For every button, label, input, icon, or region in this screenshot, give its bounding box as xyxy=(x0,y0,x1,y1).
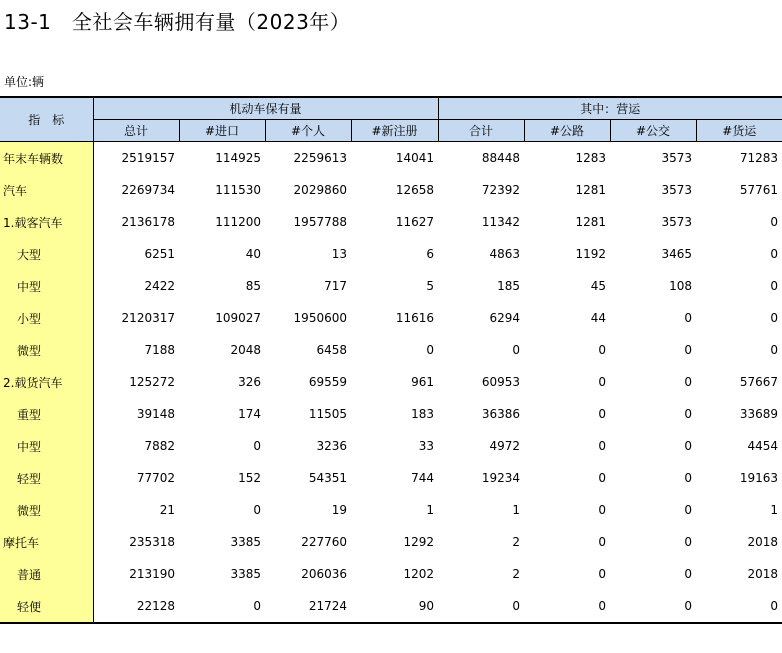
table-cell: 2 xyxy=(512,535,521,549)
table-cell: 0 xyxy=(770,311,779,325)
table-row xyxy=(0,206,782,238)
table-cell: 125272 xyxy=(129,375,175,389)
table-cell: 0 xyxy=(684,375,693,389)
table-cell: 0 xyxy=(512,343,521,357)
page-title: 13-1 全社会车辆拥有量（2023年） xyxy=(4,10,351,34)
row-label: 轻型 xyxy=(0,462,93,494)
table-cell: 11505 xyxy=(308,407,347,421)
table-cell: 3573 xyxy=(661,151,693,165)
table-cell: 2029860 xyxy=(293,183,347,197)
table-cell: 1950600 xyxy=(293,311,347,325)
table-cell: 0 xyxy=(598,375,607,389)
table-cell: 14041 xyxy=(395,151,435,165)
column-header: #个人 xyxy=(265,120,351,142)
row-label: 2.载货汽车 xyxy=(0,366,93,398)
table-cell: 1281 xyxy=(575,215,607,229)
table-row xyxy=(0,238,782,270)
table-cell: 0 xyxy=(426,343,435,357)
table-cell: 744 xyxy=(411,471,435,485)
row-label: 年末车辆数 xyxy=(0,142,93,175)
table-cell: 108 xyxy=(669,279,693,293)
table-cell: 0 xyxy=(610,590,696,623)
table-cell: 11616 xyxy=(395,311,435,325)
group-header-motor-vehicles: 机动车保有量 xyxy=(93,97,438,120)
table-cell: 2519157 xyxy=(121,151,175,165)
table-cell: 85 xyxy=(245,279,261,293)
table-row xyxy=(0,558,782,590)
table-cell: 185 xyxy=(497,279,521,293)
table-cell: 33 xyxy=(418,439,435,453)
table-cell: 22128 xyxy=(93,590,179,623)
table-cell: 0 xyxy=(598,407,607,421)
table-cell: 2269734 xyxy=(121,183,175,197)
row-label: 小型 xyxy=(0,302,93,334)
table-cell: 0 xyxy=(598,471,607,485)
table-cell: 1 xyxy=(512,503,521,517)
column-header: #进口 xyxy=(179,120,265,142)
table-cell: 90 xyxy=(351,590,438,623)
table-row xyxy=(0,142,782,175)
table-row xyxy=(0,270,782,302)
table-cell: 3573 xyxy=(661,215,693,229)
row-label: 1.载客汽车 xyxy=(0,206,93,238)
table-cell: 326 xyxy=(238,375,261,389)
table-cell: 3385 xyxy=(230,567,261,581)
table-cell: 0 xyxy=(684,311,693,325)
table-cell: 2018 xyxy=(747,535,779,549)
table-cell: 45 xyxy=(590,279,607,293)
table-cell: 0 xyxy=(684,471,693,485)
row-label: 中型 xyxy=(0,270,93,302)
table-cell: 111530 xyxy=(215,183,261,197)
table-cell: 4972 xyxy=(489,439,521,453)
table-cell: 3465 xyxy=(661,247,693,261)
column-header: #公路 xyxy=(524,120,610,142)
table-cell: 2120317 xyxy=(121,311,175,325)
table-cell: 961 xyxy=(411,375,435,389)
table-cell: 19 xyxy=(331,503,347,517)
table-cell: 69559 xyxy=(308,375,347,389)
table-cell: 77702 xyxy=(136,471,175,485)
table-row xyxy=(0,174,782,206)
table-cell: 0 xyxy=(598,535,607,549)
table-cell: 174 xyxy=(238,407,261,421)
table-cell: 183 xyxy=(411,407,435,421)
unit-label: 单位:辆 xyxy=(4,75,45,89)
table-cell: 2 xyxy=(512,567,521,581)
table-cell: 0 xyxy=(770,247,779,261)
table-cell: 44 xyxy=(590,311,607,325)
table-cell: 33689 xyxy=(739,407,779,421)
row-label: 摩托车 xyxy=(0,526,93,558)
table-cell: 213190 xyxy=(129,567,175,581)
table-cell: 0 xyxy=(524,590,610,623)
table-cell: 0 xyxy=(598,439,607,453)
table-cell: 1292 xyxy=(403,535,435,549)
table-cell: 1 xyxy=(770,503,779,517)
table-cell: 6294 xyxy=(489,311,521,325)
table-cell: 0 xyxy=(684,407,693,421)
table-cell: 0 xyxy=(770,215,779,229)
table-row xyxy=(0,494,782,526)
table-cell: 57667 xyxy=(739,375,779,389)
table-cell: 0 xyxy=(770,279,779,293)
table-cell: 3385 xyxy=(230,535,261,549)
table-cell: 2018 xyxy=(747,567,779,581)
table-cell: 57761 xyxy=(739,183,779,197)
table-cell: 1202 xyxy=(403,567,435,581)
table-cell: 0 xyxy=(253,503,261,517)
row-label: 大型 xyxy=(0,238,93,270)
table-cell: 227760 xyxy=(301,535,347,549)
table-cell: 40 xyxy=(245,247,261,261)
table-cell: 0 xyxy=(696,590,782,623)
table-cell: 1957788 xyxy=(293,215,347,229)
table-cell: 7882 xyxy=(144,439,175,453)
table-row xyxy=(0,590,782,623)
table-cell: 2422 xyxy=(144,279,175,293)
table-row xyxy=(0,430,782,462)
table-cell: 206036 xyxy=(301,567,347,581)
table-cell: 235318 xyxy=(129,535,175,549)
column-header: #新注册 xyxy=(351,120,438,142)
table-cell: 111200 xyxy=(215,215,261,229)
table-cell: 1 xyxy=(426,503,435,517)
column-header: 合计 xyxy=(438,120,524,142)
row-label: 微型 xyxy=(0,494,93,526)
table-cell: 1281 xyxy=(575,183,607,197)
table-cell: 152 xyxy=(238,471,261,485)
table-row xyxy=(0,334,782,366)
table-cell: 54351 xyxy=(308,471,347,485)
table-cell: 3573 xyxy=(661,183,693,197)
table-row xyxy=(0,526,782,558)
column-header: 总计 xyxy=(93,120,179,142)
indicator-header: 指 标 xyxy=(0,97,93,142)
table-cell: 6 xyxy=(426,247,435,261)
table-cell: 21 xyxy=(159,503,175,517)
table-cell: 0 xyxy=(598,567,607,581)
table-cell: 11342 xyxy=(481,215,521,229)
table-cell: 0 xyxy=(684,535,693,549)
table-cell: 0 xyxy=(598,503,607,517)
row-label: 汽车 xyxy=(0,174,93,206)
row-label: 中型 xyxy=(0,430,93,462)
table-cell: 39148 xyxy=(136,407,175,421)
table-cell: 7188 xyxy=(144,343,175,357)
table-cell: 36386 xyxy=(481,407,521,421)
table-cell: 0 xyxy=(684,503,693,517)
table-cell: 0 xyxy=(179,590,265,623)
table-cell: 109027 xyxy=(215,311,261,325)
table-cell: 3236 xyxy=(316,439,347,453)
table-cell: 13 xyxy=(331,247,347,261)
table-cell: 12658 xyxy=(395,183,435,197)
table-cell: 88448 xyxy=(481,151,521,165)
row-label: 轻便 xyxy=(0,590,93,623)
table-cell: 4454 xyxy=(747,439,779,453)
table-cell: 1192 xyxy=(575,247,607,261)
table-cell: 2048 xyxy=(230,343,261,357)
table-cell: 60953 xyxy=(481,375,521,389)
table-cell: 21724 xyxy=(265,590,351,623)
column-header: #公交 xyxy=(610,120,696,142)
table-cell: 19234 xyxy=(481,471,521,485)
table-cell: 0 xyxy=(253,439,261,453)
table-cell: 0 xyxy=(438,590,524,623)
column-header: #货运 xyxy=(696,120,782,142)
table-cell: 11627 xyxy=(395,215,435,229)
table-cell: 2259613 xyxy=(293,151,347,165)
table-cell: 71283 xyxy=(739,151,779,165)
table-cell: 19163 xyxy=(739,471,779,485)
table-row xyxy=(0,398,782,430)
table-cell: 2136178 xyxy=(121,215,175,229)
table-cell: 0 xyxy=(684,439,693,453)
table-row xyxy=(0,366,782,398)
table-cell: 717 xyxy=(324,279,347,293)
table-cell: 0 xyxy=(684,567,693,581)
table-cell: 5 xyxy=(426,279,435,293)
row-label: 普通 xyxy=(0,558,93,590)
table-cell: 6251 xyxy=(144,247,175,261)
row-label: 重型 xyxy=(0,398,93,430)
table-row xyxy=(0,302,782,334)
table-cell: 1283 xyxy=(575,151,607,165)
table-body xyxy=(0,142,782,624)
table-cell: 114925 xyxy=(215,151,261,165)
table-cell: 6458 xyxy=(316,343,347,357)
table-cell: 72392 xyxy=(481,183,521,197)
table-row xyxy=(0,462,782,494)
vehicle-table xyxy=(0,96,782,624)
table-cell: 4863 xyxy=(489,247,521,261)
row-label: 微型 xyxy=(0,334,93,366)
table-cell: 0 xyxy=(598,343,607,357)
table-cell: 0 xyxy=(770,343,779,357)
table-cell: 0 xyxy=(684,343,693,357)
group-header-operating: 其中：营运 xyxy=(438,97,782,120)
